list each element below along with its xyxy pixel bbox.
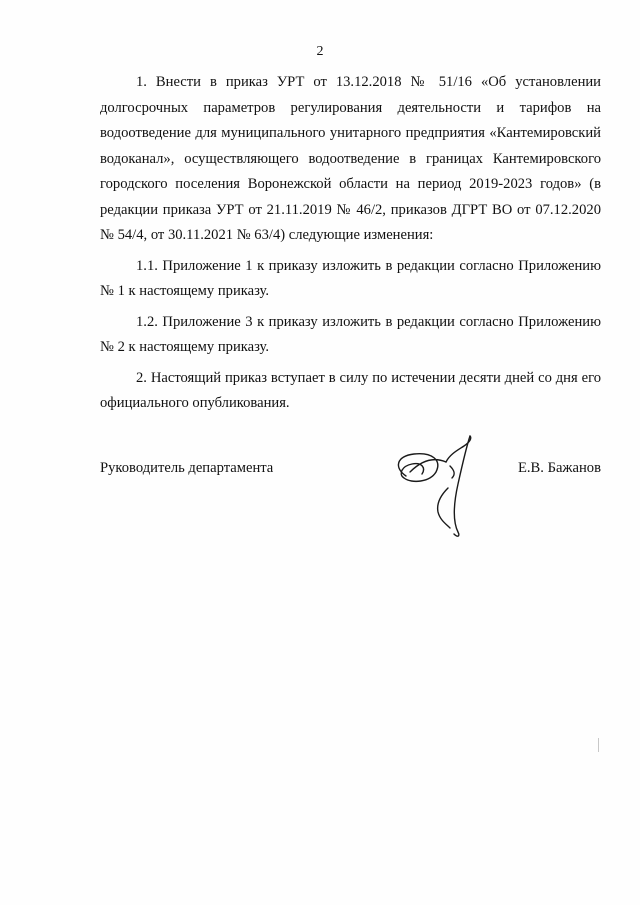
scan-artifact-line (598, 738, 599, 752)
paragraph-item-1-1: 1.1. Приложение 1 к приказу изложить в редакции согласно Приложению № 1 к настоящему приказу. (100, 257, 601, 299)
signature-block (100, 452, 601, 542)
paragraph-amendment: 1. Внести в приказ УРТ от 13.12.2018 № 51/16 «Об установлении долгосрочных параметров регулирования деятельности и тарифов на водоотведение для муниципального унитарного предприятия «Кантемировский водоканал», осуществляющего водоотведение в границах Кантемировского городского поселения Воронежской области на период 2019-2023 годов» (в редакции приказа УРТ от 21.11.2019 № 46/2, приказов ДГРТ ВО от 07.12.2020 № 54/4, от 30.11.2021 № 63/4) следующие изменения: (100, 74, 601, 243)
page-number: 2 (316, 44, 324, 59)
paragraph-item-1-2: 1.2. Приложение 3 к приказу изложить в редакции согласно Приложению № 2 к настоящему приказу. (100, 313, 601, 355)
signatory-name: Е.В. Бажанов (517, 460, 601, 476)
handwritten-signature-image (392, 432, 492, 540)
document-body (100, 70, 601, 422)
paragraph-effective-date: 2. Настоящий приказ вступает в силу по истечении десяти дней со дня его официального опубликования. (100, 369, 601, 411)
signatory-position: Руководитель департамента (100, 460, 274, 476)
